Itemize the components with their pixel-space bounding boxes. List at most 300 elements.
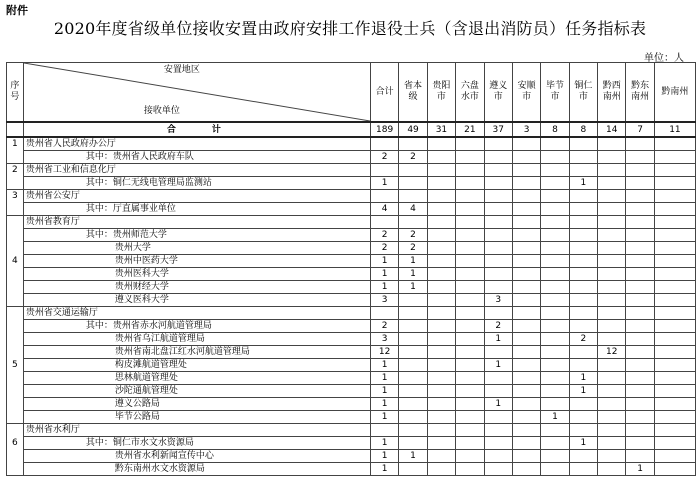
- seq-cell: [7, 333, 24, 346]
- col-header: 毕节市: [541, 63, 569, 123]
- subunit-name: 贵州省乌江航道管理局: [23, 333, 370, 346]
- value-cell: [654, 137, 695, 151]
- table-row: [7, 320, 696, 333]
- value-cell: [456, 242, 484, 255]
- region-header: 安置地区: [163, 65, 200, 75]
- seq-cell: [7, 268, 24, 281]
- value-cell: [512, 268, 540, 281]
- value-cell: [456, 216, 484, 229]
- value-cell: [484, 190, 512, 203]
- value-cell: [626, 151, 654, 164]
- subunit-name: 贵州省水利新闻宣传中心: [23, 450, 370, 463]
- value-cell: [654, 151, 695, 164]
- value-cell: [541, 450, 569, 463]
- seq-cell: 2: [7, 164, 24, 177]
- value-cell: [598, 203, 626, 216]
- value-cell: [427, 190, 455, 203]
- value-cell: [569, 151, 597, 164]
- value-cell: [569, 255, 597, 268]
- value-cell: [626, 137, 654, 151]
- value-cell: [456, 437, 484, 450]
- value-cell: [569, 411, 597, 424]
- value-cell: [598, 372, 626, 385]
- value-cell: 1: [626, 463, 654, 476]
- value-cell: [541, 424, 569, 437]
- row-total-cell: [370, 424, 398, 437]
- row-total-cell: 1: [370, 255, 398, 268]
- value-cell: [569, 203, 597, 216]
- value-cell: [427, 359, 455, 372]
- subunit-name: 其中：厅直属事业单位: [23, 203, 370, 216]
- row-total-cell: 1: [370, 177, 398, 190]
- row-total-cell: 2: [370, 242, 398, 255]
- value-cell: [512, 151, 540, 164]
- table-row: [7, 242, 696, 255]
- table-row: [7, 137, 696, 151]
- value-cell: [427, 450, 455, 463]
- row-total-cell: [370, 164, 398, 177]
- value-cell: [626, 359, 654, 372]
- value-cell: [456, 190, 484, 203]
- value-cell: [569, 294, 597, 307]
- row-total-cell: 1: [370, 437, 398, 450]
- value-cell: [598, 151, 626, 164]
- seq-cell: [7, 307, 24, 320]
- seq-cell: [7, 294, 24, 307]
- seq-cell: [7, 216, 24, 229]
- value-cell: [456, 398, 484, 411]
- value-cell: [626, 281, 654, 294]
- value-cell: [427, 216, 455, 229]
- value-cell: [626, 242, 654, 255]
- table-row: [7, 333, 696, 346]
- value-cell: [427, 164, 455, 177]
- unit-name: 贵州省工业和信息化厅: [23, 164, 370, 177]
- value-cell: 1: [484, 359, 512, 372]
- table-row: [7, 255, 696, 268]
- value-cell: [512, 242, 540, 255]
- seq-cell: [7, 346, 24, 359]
- subunit-name: 贵州大学: [23, 242, 370, 255]
- value-cell: [427, 137, 455, 151]
- row-total-cell: 2: [370, 320, 398, 333]
- value-cell: [598, 294, 626, 307]
- subunit-name: 其中：贵州师范大学: [23, 229, 370, 242]
- value-cell: [427, 229, 455, 242]
- value-cell: [399, 333, 427, 346]
- value-cell: [427, 411, 455, 424]
- row-total-cell: 1: [370, 372, 398, 385]
- value-cell: [512, 398, 540, 411]
- value-cell: [427, 307, 455, 320]
- value-cell: [541, 463, 569, 476]
- value-cell: [484, 216, 512, 229]
- value-cell: [456, 333, 484, 346]
- value-cell: [512, 229, 540, 242]
- value-cell: [456, 268, 484, 281]
- row-total-cell: 2: [370, 229, 398, 242]
- value-cell: [598, 255, 626, 268]
- value-cell: [427, 398, 455, 411]
- total-value: 37: [484, 122, 512, 137]
- row-total-cell: 2: [370, 151, 398, 164]
- value-cell: [654, 450, 695, 463]
- seq-cell: [7, 463, 24, 476]
- value-cell: [569, 398, 597, 411]
- table-row: [7, 437, 696, 450]
- value-cell: [654, 190, 695, 203]
- value-cell: [598, 190, 626, 203]
- value-cell: [569, 216, 597, 229]
- value-cell: [512, 333, 540, 346]
- value-cell: [541, 216, 569, 229]
- value-cell: [654, 320, 695, 333]
- col-header: 黔南州: [654, 63, 695, 123]
- value-cell: 3: [484, 294, 512, 307]
- col-header: 安顺市: [512, 63, 540, 123]
- value-cell: [541, 229, 569, 242]
- value-cell: [598, 385, 626, 398]
- value-cell: [427, 268, 455, 281]
- value-cell: 1: [569, 437, 597, 450]
- value-cell: [512, 137, 540, 151]
- value-cell: [626, 307, 654, 320]
- value-cell: [541, 320, 569, 333]
- seq-cell: [7, 281, 24, 294]
- table-row: [7, 164, 696, 177]
- value-cell: [626, 294, 654, 307]
- value-cell: [541, 177, 569, 190]
- value-cell: [626, 372, 654, 385]
- value-cell: [569, 164, 597, 177]
- unit-name: 贵州省交通运输厅: [23, 307, 370, 320]
- value-cell: [456, 151, 484, 164]
- value-cell: [484, 307, 512, 320]
- value-cell: [541, 164, 569, 177]
- value-cell: [569, 242, 597, 255]
- value-cell: [541, 398, 569, 411]
- value-cell: [427, 281, 455, 294]
- total-value: 49: [399, 122, 427, 137]
- value-cell: [598, 398, 626, 411]
- subunit-name: 贵州财经大学: [23, 281, 370, 294]
- value-cell: [626, 333, 654, 346]
- value-cell: [484, 137, 512, 151]
- value-cell: [399, 385, 427, 398]
- unit-name: 贵州省水利厅: [23, 424, 370, 437]
- subunit-name: 毕节公路局: [23, 411, 370, 424]
- value-cell: [512, 411, 540, 424]
- seq-cell: [7, 450, 24, 463]
- table-row: [7, 346, 696, 359]
- value-cell: [512, 190, 540, 203]
- value-cell: 2: [484, 320, 512, 333]
- value-cell: [484, 424, 512, 437]
- value-cell: [399, 177, 427, 190]
- value-cell: [484, 450, 512, 463]
- value-cell: [456, 294, 484, 307]
- value-cell: [456, 424, 484, 437]
- value-cell: [456, 372, 484, 385]
- seq-cell: 6: [7, 437, 24, 450]
- value-cell: [456, 359, 484, 372]
- value-cell: [626, 450, 654, 463]
- value-cell: 2: [399, 151, 427, 164]
- value-cell: [456, 177, 484, 190]
- value-cell: [512, 255, 540, 268]
- row-total-cell: 3: [370, 333, 398, 346]
- value-cell: [484, 437, 512, 450]
- unit-name: 贵州省公安厅: [23, 190, 370, 203]
- row-total-cell: [370, 137, 398, 151]
- value-cell: [427, 424, 455, 437]
- value-cell: [484, 281, 512, 294]
- value-cell: [456, 229, 484, 242]
- value-cell: [512, 177, 540, 190]
- table-row: [7, 359, 696, 372]
- document-title: 2020年度省级单位接收安置由政府安排工作退役士兵（含退出消防员）任务指标表: [53, 19, 647, 38]
- subunit-name: 遵义医科大学: [23, 294, 370, 307]
- value-cell: [541, 307, 569, 320]
- unit-label: 单位：人: [644, 53, 684, 64]
- subunit-name: 其中：铜仁无线电管理局监测站: [23, 177, 370, 190]
- value-cell: [484, 242, 512, 255]
- seq-cell: 4: [7, 255, 24, 268]
- table-row: [7, 411, 696, 424]
- table-row: [7, 424, 696, 437]
- value-cell: [484, 203, 512, 216]
- value-cell: [598, 242, 626, 255]
- table-row: [7, 294, 696, 307]
- value-cell: 1: [399, 255, 427, 268]
- value-cell: [456, 346, 484, 359]
- value-cell: [399, 320, 427, 333]
- value-cell: [569, 137, 597, 151]
- value-cell: [399, 307, 427, 320]
- subunit-name: 沙陀通航管理处: [23, 385, 370, 398]
- seq-cell: 1: [7, 137, 24, 151]
- value-cell: [626, 190, 654, 203]
- col-header: 省本级: [399, 63, 427, 123]
- value-cell: [654, 411, 695, 424]
- value-cell: [598, 424, 626, 437]
- total-label: 合 计: [23, 122, 370, 137]
- value-cell: [427, 294, 455, 307]
- value-cell: 1: [399, 450, 427, 463]
- value-cell: [512, 346, 540, 359]
- seq-cell: [7, 229, 24, 242]
- value-cell: [541, 333, 569, 346]
- value-cell: [654, 164, 695, 177]
- quota-table: [6, 62, 696, 476]
- value-cell: [512, 281, 540, 294]
- value-cell: [541, 242, 569, 255]
- row-total-cell: [370, 190, 398, 203]
- value-cell: [484, 268, 512, 281]
- seq-cell: [7, 372, 24, 385]
- value-cell: [654, 372, 695, 385]
- value-cell: [427, 203, 455, 216]
- value-cell: [654, 242, 695, 255]
- value-cell: [654, 359, 695, 372]
- value-cell: [654, 346, 695, 359]
- value-cell: [427, 463, 455, 476]
- value-cell: [541, 359, 569, 372]
- value-cell: [541, 137, 569, 151]
- subunit-name: 遵义公路局: [23, 398, 370, 411]
- unit-name: 贵州省教育厅: [23, 216, 370, 229]
- value-cell: 1: [399, 281, 427, 294]
- value-cell: [654, 216, 695, 229]
- value-cell: [399, 137, 427, 151]
- subunit-name: 贵州中医药大学: [23, 255, 370, 268]
- value-cell: [569, 450, 597, 463]
- value-cell: [456, 307, 484, 320]
- table-row: [7, 203, 696, 216]
- value-cell: [598, 463, 626, 476]
- receiver-header: 接收单位: [143, 106, 180, 116]
- subunit-name: 黔东南州水文水资源局: [23, 463, 370, 476]
- seq-cell: [7, 398, 24, 411]
- value-cell: [569, 307, 597, 320]
- row-total-cell: 12: [370, 346, 398, 359]
- table-row: [7, 398, 696, 411]
- value-cell: [654, 385, 695, 398]
- value-cell: [399, 164, 427, 177]
- value-cell: [598, 359, 626, 372]
- value-cell: 12: [598, 346, 626, 359]
- table-row: [7, 281, 696, 294]
- value-cell: [626, 411, 654, 424]
- value-cell: [569, 463, 597, 476]
- value-cell: [569, 229, 597, 242]
- value-cell: [427, 385, 455, 398]
- value-cell: [399, 190, 427, 203]
- value-cell: 1: [484, 398, 512, 411]
- value-cell: [541, 151, 569, 164]
- value-cell: [512, 424, 540, 437]
- value-cell: [399, 437, 427, 450]
- value-cell: [456, 385, 484, 398]
- row-total-cell: [370, 216, 398, 229]
- value-cell: [484, 151, 512, 164]
- seq-cell: [7, 151, 24, 164]
- subunit-name: 其中：贵州省赤水河航道管理局: [23, 320, 370, 333]
- value-cell: [654, 424, 695, 437]
- seq-cell: 5: [7, 359, 24, 372]
- attachment-label: 附件: [6, 4, 28, 17]
- row-total-cell: 1: [370, 450, 398, 463]
- col-header: 黔西南州: [598, 63, 626, 123]
- value-cell: [512, 164, 540, 177]
- value-cell: [569, 320, 597, 333]
- col-header: 六盘水市: [456, 63, 484, 123]
- value-cell: 1: [484, 333, 512, 346]
- value-cell: [512, 463, 540, 476]
- value-cell: [399, 398, 427, 411]
- value-cell: [484, 346, 512, 359]
- value-cell: [598, 177, 626, 190]
- value-cell: [456, 320, 484, 333]
- value-cell: [512, 450, 540, 463]
- subunit-name: 贵州医科大学: [23, 268, 370, 281]
- value-cell: 2: [399, 229, 427, 242]
- seq-cell: [7, 411, 24, 424]
- subunit-name: 构皮滩航道管理处: [23, 359, 370, 372]
- row-total-cell: 1: [370, 398, 398, 411]
- value-cell: [598, 450, 626, 463]
- value-cell: [484, 372, 512, 385]
- value-cell: [512, 203, 540, 216]
- value-cell: [541, 281, 569, 294]
- row-total-cell: 1: [370, 268, 398, 281]
- value-cell: [569, 424, 597, 437]
- row-total-cell: 4: [370, 203, 398, 216]
- total-value: 8: [541, 122, 569, 137]
- value-cell: 2: [569, 333, 597, 346]
- value-cell: 1: [569, 177, 597, 190]
- value-cell: [654, 398, 695, 411]
- subunit-name: 思林航道管理处: [23, 372, 370, 385]
- value-cell: [569, 346, 597, 359]
- row-total-cell: 1: [370, 359, 398, 372]
- row-total-cell: 1: [370, 281, 398, 294]
- value-cell: [512, 359, 540, 372]
- value-cell: [626, 255, 654, 268]
- value-cell: [512, 437, 540, 450]
- col-header: 贵阳市: [427, 63, 455, 123]
- value-cell: [654, 229, 695, 242]
- value-cell: [484, 411, 512, 424]
- value-cell: [512, 216, 540, 229]
- value-cell: [427, 242, 455, 255]
- value-cell: [456, 164, 484, 177]
- value-cell: [626, 385, 654, 398]
- value-cell: [626, 177, 654, 190]
- value-cell: [427, 255, 455, 268]
- row-total-cell: [370, 307, 398, 320]
- value-cell: [399, 294, 427, 307]
- total-value: 31: [427, 122, 455, 137]
- value-cell: [456, 411, 484, 424]
- table-row: [7, 385, 696, 398]
- value-cell: [598, 411, 626, 424]
- value-cell: [654, 203, 695, 216]
- value-cell: [541, 372, 569, 385]
- value-cell: [399, 346, 427, 359]
- table-row: [7, 307, 696, 320]
- value-cell: [456, 137, 484, 151]
- total-value: 7: [626, 122, 654, 137]
- value-cell: [484, 255, 512, 268]
- total-row: [7, 122, 696, 137]
- value-cell: [456, 203, 484, 216]
- value-cell: [569, 359, 597, 372]
- total-value: 3: [512, 122, 540, 137]
- header-row: [7, 63, 696, 123]
- value-cell: [598, 164, 626, 177]
- value-cell: [512, 385, 540, 398]
- value-cell: [626, 346, 654, 359]
- seq-cell: [7, 203, 24, 216]
- value-cell: [598, 216, 626, 229]
- col-header: 遵义市: [484, 63, 512, 123]
- value-cell: [626, 398, 654, 411]
- value-cell: [626, 424, 654, 437]
- table-row: [7, 372, 696, 385]
- value-cell: [598, 137, 626, 151]
- value-cell: [484, 177, 512, 190]
